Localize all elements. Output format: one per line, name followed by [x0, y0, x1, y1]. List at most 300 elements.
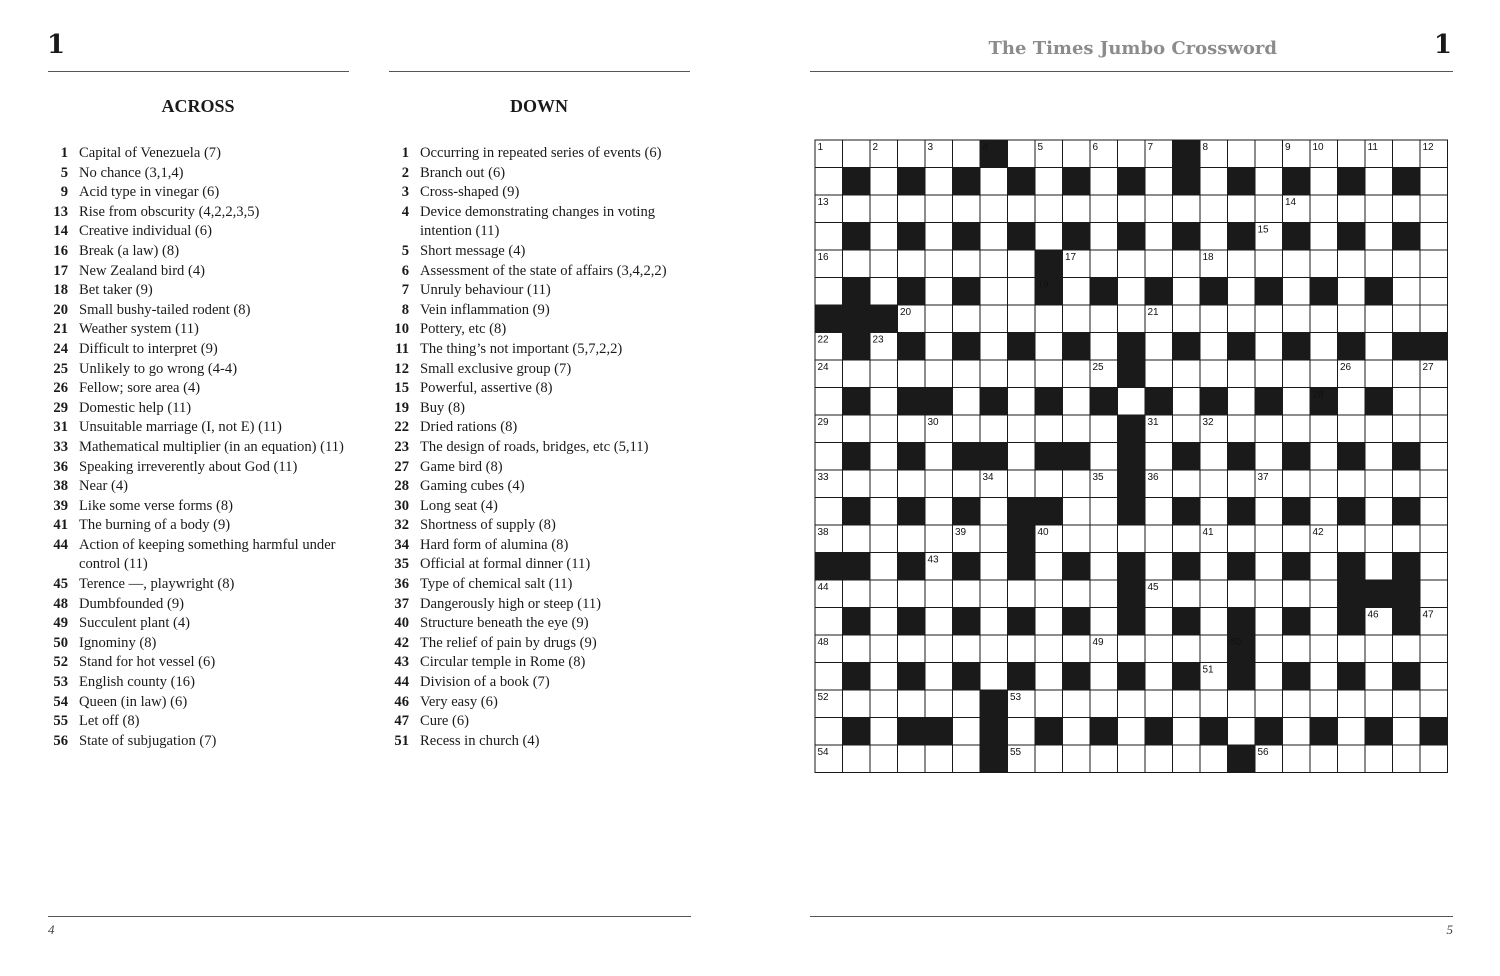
- grid-cell[interactable]: [1090, 415, 1118, 443]
- grid-cell[interactable]: [815, 388, 843, 416]
- grid-cell[interactable]: [1035, 690, 1063, 718]
- grid-cell[interactable]: [1420, 168, 1448, 196]
- grid-cell[interactable]: [815, 498, 843, 526]
- grid-cell[interactable]: [1393, 745, 1421, 773]
- grid-cell[interactable]: [898, 415, 926, 443]
- grid-cell[interactable]: [1338, 388, 1366, 416]
- grid-cell[interactable]: [1255, 443, 1283, 471]
- across-clue[interactable]: [48, 203, 348, 223]
- grid-cell[interactable]: [1063, 690, 1091, 718]
- grid-cell[interactable]: [870, 745, 898, 773]
- across-clue[interactable]: [48, 673, 348, 693]
- grid-cell[interactable]: [1310, 690, 1338, 718]
- grid-cell[interactable]: [1063, 718, 1091, 746]
- grid-cell[interactable]: [1090, 553, 1118, 581]
- grid-cell[interactable]: [925, 580, 953, 608]
- grid-cell[interactable]: [1035, 635, 1063, 663]
- grid-cell[interactable]: [843, 745, 871, 773]
- grid-cell[interactable]: [1310, 305, 1338, 333]
- across-clue[interactable]: [48, 458, 348, 478]
- grid-cell[interactable]: [1310, 443, 1338, 471]
- grid-cell[interactable]: [898, 580, 926, 608]
- grid-cell[interactable]: [1338, 525, 1366, 553]
- grid-cell[interactable]: [1035, 745, 1063, 773]
- grid-cell[interactable]: [1200, 195, 1228, 223]
- across-clue[interactable]: [48, 164, 348, 184]
- down-clue[interactable]: [389, 379, 689, 399]
- down-clue[interactable]: [389, 516, 689, 536]
- grid-cell[interactable]: [1173, 525, 1201, 553]
- grid-cell[interactable]: [1008, 470, 1036, 498]
- grid-cell[interactable]: [1145, 168, 1173, 196]
- grid-cell[interactable]: [1420, 663, 1448, 691]
- grid-cell[interactable]: [1145, 498, 1173, 526]
- grid-cell[interactable]: [898, 470, 926, 498]
- grid-cell[interactable]: [1283, 415, 1311, 443]
- grid-cell[interactable]: [1063, 305, 1091, 333]
- across-clue[interactable]: [48, 183, 348, 203]
- grid-cell[interactable]: [870, 415, 898, 443]
- grid-cell[interactable]: [870, 168, 898, 196]
- grid-cell[interactable]: [870, 635, 898, 663]
- grid-cell[interactable]: [870, 470, 898, 498]
- grid-cell[interactable]: [1338, 690, 1366, 718]
- grid-cell[interactable]: [1063, 745, 1091, 773]
- grid-cell[interactable]: [925, 305, 953, 333]
- grid-cell[interactable]: [1200, 333, 1228, 361]
- grid-cell[interactable]: [1310, 360, 1338, 388]
- grid-cell[interactable]: [898, 360, 926, 388]
- across-clue[interactable]: [48, 320, 348, 340]
- grid-cell[interactable]: [1008, 360, 1036, 388]
- grid-cell[interactable]: [1145, 745, 1173, 773]
- grid-cell[interactable]: [1255, 250, 1283, 278]
- grid-cell[interactable]: [1145, 360, 1173, 388]
- grid-cell[interactable]: [1255, 635, 1283, 663]
- grid-cell[interactable]: [1035, 663, 1063, 691]
- grid-cell[interactable]: [925, 195, 953, 223]
- grid-cell[interactable]: [870, 608, 898, 636]
- grid-cell[interactable]: [1200, 635, 1228, 663]
- grid-cell[interactable]: [925, 525, 953, 553]
- grid-cell[interactable]: [1393, 415, 1421, 443]
- grid-cell[interactable]: [898, 525, 926, 553]
- grid-cell[interactable]: [925, 443, 953, 471]
- grid-cell[interactable]: [1283, 580, 1311, 608]
- grid-cell[interactable]: [1365, 168, 1393, 196]
- grid-cell[interactable]: [980, 415, 1008, 443]
- grid-cell[interactable]: [870, 580, 898, 608]
- grid-cell[interactable]: [870, 388, 898, 416]
- grid-cell[interactable]: [1365, 470, 1393, 498]
- grid-cell[interactable]: [1283, 250, 1311, 278]
- grid-cell[interactable]: [1365, 745, 1393, 773]
- grid-cell[interactable]: [953, 580, 981, 608]
- grid-cell[interactable]: [1420, 498, 1448, 526]
- grid-cell[interactable]: [925, 690, 953, 718]
- grid-cell[interactable]: [1200, 608, 1228, 636]
- grid-cell[interactable]: [870, 690, 898, 718]
- grid-cell[interactable]: [843, 525, 871, 553]
- grid-cell[interactable]: [898, 140, 926, 168]
- grid-cell[interactable]: [1420, 525, 1448, 553]
- grid-cell[interactable]: [1365, 333, 1393, 361]
- grid-cell[interactable]: [1145, 663, 1173, 691]
- down-clue[interactable]: [389, 732, 689, 752]
- grid-cell[interactable]: [1283, 388, 1311, 416]
- grid-cell[interactable]: [1310, 498, 1338, 526]
- grid-cell[interactable]: [1255, 360, 1283, 388]
- grid-cell[interactable]: [1310, 745, 1338, 773]
- across-clue[interactable]: [48, 262, 348, 282]
- grid-cell[interactable]: [980, 525, 1008, 553]
- grid-cell[interactable]: [1393, 525, 1421, 553]
- grid-cell[interactable]: [1173, 195, 1201, 223]
- grid-cell[interactable]: [1393, 140, 1421, 168]
- grid-cell[interactable]: [1200, 360, 1228, 388]
- down-clue[interactable]: [389, 320, 689, 340]
- grid-cell[interactable]: [1145, 690, 1173, 718]
- grid-cell[interactable]: [1393, 278, 1421, 306]
- grid-cell[interactable]: [1338, 195, 1366, 223]
- down-clue[interactable]: [389, 418, 689, 438]
- grid-cell[interactable]: [1090, 525, 1118, 553]
- grid-cell[interactable]: [1145, 333, 1173, 361]
- grid-cell[interactable]: [1255, 195, 1283, 223]
- across-clue[interactable]: [48, 477, 348, 497]
- grid-cell[interactable]: [1420, 580, 1448, 608]
- grid-cell[interactable]: [1338, 718, 1366, 746]
- grid-cell[interactable]: [980, 250, 1008, 278]
- grid-cell[interactable]: [1090, 195, 1118, 223]
- grid-cell[interactable]: [1118, 718, 1146, 746]
- grid-cell[interactable]: [1283, 525, 1311, 553]
- down-clue[interactable]: [389, 438, 689, 458]
- across-clue[interactable]: [48, 614, 348, 634]
- across-clue[interactable]: [48, 634, 348, 654]
- grid-cell[interactable]: [1228, 360, 1256, 388]
- grid-cell[interactable]: [815, 223, 843, 251]
- across-clue[interactable]: [48, 379, 348, 399]
- grid-cell[interactable]: [870, 250, 898, 278]
- grid-cell[interactable]: [925, 223, 953, 251]
- grid-cell[interactable]: [953, 250, 981, 278]
- grid-cell[interactable]: [925, 470, 953, 498]
- grid-cell[interactable]: [1365, 415, 1393, 443]
- grid-cell[interactable]: [1145, 608, 1173, 636]
- grid-cell[interactable]: [1255, 168, 1283, 196]
- grid-cell[interactable]: [843, 415, 871, 443]
- grid-cell[interactable]: [1255, 415, 1283, 443]
- grid-cell[interactable]: [1008, 250, 1036, 278]
- grid-cell[interactable]: [980, 608, 1008, 636]
- grid-cell[interactable]: [1420, 388, 1448, 416]
- grid-cell[interactable]: [1063, 278, 1091, 306]
- grid-cell[interactable]: [1200, 223, 1228, 251]
- grid-cell[interactable]: [898, 745, 926, 773]
- grid-cell[interactable]: [1393, 250, 1421, 278]
- grid-cell[interactable]: [1173, 718, 1201, 746]
- across-clue[interactable]: [48, 242, 348, 262]
- grid-cell[interactable]: [980, 498, 1008, 526]
- across-clue[interactable]: [48, 653, 348, 673]
- grid-cell[interactable]: [980, 168, 1008, 196]
- grid-cell[interactable]: [980, 553, 1008, 581]
- grid-cell[interactable]: [1310, 663, 1338, 691]
- grid-cell[interactable]: [1200, 498, 1228, 526]
- grid-cell[interactable]: [1393, 690, 1421, 718]
- grid-cell[interactable]: [1145, 525, 1173, 553]
- across-clue[interactable]: [48, 497, 348, 517]
- crossword-grid-svg[interactable]: [814, 139, 1449, 774]
- grid-cell[interactable]: [953, 470, 981, 498]
- down-clue[interactable]: [389, 360, 689, 380]
- grid-cell[interactable]: [953, 195, 981, 223]
- grid-cell[interactable]: [1255, 553, 1283, 581]
- grid-cell[interactable]: [1283, 718, 1311, 746]
- grid-cell[interactable]: [953, 415, 981, 443]
- grid-cell[interactable]: [1393, 305, 1421, 333]
- grid-cell[interactable]: [1063, 195, 1091, 223]
- grid-cell[interactable]: [1255, 305, 1283, 333]
- grid-cell[interactable]: [1118, 278, 1146, 306]
- grid-cell[interactable]: [1420, 195, 1448, 223]
- down-clue[interactable]: [389, 262, 689, 282]
- grid-cell[interactable]: [1365, 635, 1393, 663]
- grid-cell[interactable]: [1283, 305, 1311, 333]
- grid-cell[interactable]: [953, 140, 981, 168]
- down-clue[interactable]: [389, 555, 689, 575]
- grid-cell[interactable]: [925, 608, 953, 636]
- grid-cell[interactable]: [1035, 470, 1063, 498]
- across-clue[interactable]: [48, 360, 348, 380]
- grid-cell[interactable]: [1008, 305, 1036, 333]
- grid-cell[interactable]: [980, 305, 1008, 333]
- grid-cell[interactable]: [870, 195, 898, 223]
- down-clue[interactable]: [389, 477, 689, 497]
- grid-cell[interactable]: [980, 195, 1008, 223]
- across-clue[interactable]: [48, 693, 348, 713]
- down-clue[interactable]: [389, 399, 689, 419]
- grid-cell[interactable]: [1228, 415, 1256, 443]
- grid-cell[interactable]: [1145, 635, 1173, 663]
- grid-cell[interactable]: [925, 663, 953, 691]
- grid-cell[interactable]: [870, 718, 898, 746]
- grid-cell[interactable]: [1255, 690, 1283, 718]
- grid-cell[interactable]: [1145, 443, 1173, 471]
- down-clue[interactable]: [389, 595, 689, 615]
- grid-cell[interactable]: [1365, 553, 1393, 581]
- grid-cell[interactable]: [1090, 663, 1118, 691]
- grid-cell[interactable]: [870, 278, 898, 306]
- across-clue[interactable]: [48, 222, 348, 242]
- grid-cell[interactable]: [1338, 635, 1366, 663]
- grid-cell[interactable]: [1063, 388, 1091, 416]
- grid-cell[interactable]: [1228, 388, 1256, 416]
- grid-cell[interactable]: [898, 250, 926, 278]
- grid-cell[interactable]: [1008, 718, 1036, 746]
- across-clue[interactable]: [48, 438, 348, 458]
- grid-cell[interactable]: [843, 360, 871, 388]
- grid-cell[interactable]: [1008, 635, 1036, 663]
- grid-cell[interactable]: [1173, 745, 1201, 773]
- grid-cell[interactable]: [925, 360, 953, 388]
- grid-cell[interactable]: [1090, 443, 1118, 471]
- grid-cell[interactable]: [1393, 388, 1421, 416]
- grid-cell[interactable]: [1255, 580, 1283, 608]
- grid-cell[interactable]: [1255, 498, 1283, 526]
- grid-cell[interactable]: [1035, 415, 1063, 443]
- grid-cell[interactable]: [1338, 250, 1366, 278]
- grid-cell[interactable]: [1063, 470, 1091, 498]
- down-clue[interactable]: [389, 653, 689, 673]
- grid-cell[interactable]: [843, 250, 871, 278]
- grid-cell[interactable]: [1420, 223, 1448, 251]
- grid-cell[interactable]: [1063, 635, 1091, 663]
- grid-cell[interactable]: [1035, 608, 1063, 636]
- grid-cell[interactable]: [1310, 553, 1338, 581]
- grid-cell[interactable]: [1310, 580, 1338, 608]
- grid-cell[interactable]: [1420, 305, 1448, 333]
- grid-cell[interactable]: [1310, 415, 1338, 443]
- grid-cell[interactable]: [925, 278, 953, 306]
- grid-cell[interactable]: [980, 333, 1008, 361]
- grid-cell[interactable]: [1283, 278, 1311, 306]
- down-clue[interactable]: [389, 183, 689, 203]
- grid-cell[interactable]: [815, 608, 843, 636]
- grid-cell[interactable]: [980, 360, 1008, 388]
- grid-cell[interactable]: [1035, 195, 1063, 223]
- down-clue[interactable]: [389, 242, 689, 262]
- grid-cell[interactable]: [1338, 305, 1366, 333]
- grid-cell[interactable]: [1420, 470, 1448, 498]
- grid-cell[interactable]: [898, 195, 926, 223]
- grid-cell[interactable]: [1118, 140, 1146, 168]
- grid-cell[interactable]: [1255, 140, 1283, 168]
- down-clue[interactable]: [389, 712, 689, 732]
- across-clue[interactable]: [48, 536, 348, 575]
- grid-cell[interactable]: [1035, 333, 1063, 361]
- grid-cell[interactable]: [843, 470, 871, 498]
- down-clue[interactable]: [389, 144, 689, 164]
- grid-cell[interactable]: [1173, 470, 1201, 498]
- grid-cell[interactable]: [925, 168, 953, 196]
- grid-cell[interactable]: [1173, 305, 1201, 333]
- grid-cell[interactable]: [925, 250, 953, 278]
- grid-cell[interactable]: [1118, 635, 1146, 663]
- grid-cell[interactable]: [1118, 388, 1146, 416]
- grid-cell[interactable]: [1063, 360, 1091, 388]
- grid-cell[interactable]: [1118, 250, 1146, 278]
- grid-cell[interactable]: [1090, 498, 1118, 526]
- grid-cell[interactable]: [1310, 168, 1338, 196]
- grid-cell[interactable]: [1173, 690, 1201, 718]
- grid-cell[interactable]: [1035, 305, 1063, 333]
- grid-cell[interactable]: [1200, 580, 1228, 608]
- grid-cell[interactable]: [1118, 690, 1146, 718]
- grid-cell[interactable]: [1310, 223, 1338, 251]
- grid-cell[interactable]: [1365, 443, 1393, 471]
- grid-cell[interactable]: [843, 690, 871, 718]
- grid-cell[interactable]: [1173, 360, 1201, 388]
- grid-cell[interactable]: [1338, 278, 1366, 306]
- grid-cell[interactable]: [1063, 140, 1091, 168]
- grid-cell[interactable]: [1283, 690, 1311, 718]
- crossword-grid[interactable]: [814, 139, 1449, 774]
- grid-cell[interactable]: [1228, 525, 1256, 553]
- grid-cell[interactable]: [953, 718, 981, 746]
- grid-cell[interactable]: [1310, 333, 1338, 361]
- grid-cell[interactable]: [843, 195, 871, 223]
- grid-cell[interactable]: [1090, 608, 1118, 636]
- down-clue[interactable]: [389, 575, 689, 595]
- grid-cell[interactable]: [1255, 333, 1283, 361]
- grid-cell[interactable]: [1118, 195, 1146, 223]
- grid-cell[interactable]: [1338, 140, 1366, 168]
- down-clue[interactable]: [389, 693, 689, 713]
- grid-cell[interactable]: [1310, 635, 1338, 663]
- grid-cell[interactable]: [1283, 470, 1311, 498]
- grid-cell[interactable]: [1200, 745, 1228, 773]
- grid-cell[interactable]: [843, 140, 871, 168]
- grid-cell[interactable]: [843, 635, 871, 663]
- grid-cell[interactable]: [1090, 250, 1118, 278]
- grid-cell[interactable]: [870, 360, 898, 388]
- down-clue[interactable]: [389, 164, 689, 184]
- grid-cell[interactable]: [1118, 525, 1146, 553]
- grid-cell[interactable]: [980, 635, 1008, 663]
- grid-cell[interactable]: [843, 580, 871, 608]
- grid-cell[interactable]: [1365, 360, 1393, 388]
- grid-cell[interactable]: [925, 333, 953, 361]
- grid-cell[interactable]: [1228, 195, 1256, 223]
- across-clue[interactable]: [48, 575, 348, 595]
- across-clue[interactable]: [48, 281, 348, 301]
- grid-cell[interactable]: [1173, 415, 1201, 443]
- grid-cell[interactable]: [815, 168, 843, 196]
- grid-cell[interactable]: [870, 498, 898, 526]
- grid-cell[interactable]: [1420, 278, 1448, 306]
- grid-cell[interactable]: [1090, 333, 1118, 361]
- grid-cell[interactable]: [1090, 690, 1118, 718]
- grid-cell[interactable]: [953, 745, 981, 773]
- grid-cell[interactable]: [1420, 553, 1448, 581]
- grid-cell[interactable]: [953, 690, 981, 718]
- grid-cell[interactable]: [1420, 690, 1448, 718]
- grid-cell[interactable]: [1338, 415, 1366, 443]
- across-clue[interactable]: [48, 399, 348, 419]
- grid-cell[interactable]: [1228, 690, 1256, 718]
- grid-cell[interactable]: [1035, 360, 1063, 388]
- grid-cell[interactable]: [1283, 745, 1311, 773]
- down-clue[interactable]: [389, 673, 689, 693]
- grid-cell[interactable]: [980, 580, 1008, 608]
- grid-cell[interactable]: [1338, 470, 1366, 498]
- grid-cell[interactable]: [980, 663, 1008, 691]
- grid-cell[interactable]: [898, 635, 926, 663]
- grid-cell[interactable]: [953, 388, 981, 416]
- grid-cell[interactable]: [1228, 305, 1256, 333]
- grid-cell[interactable]: [870, 553, 898, 581]
- grid-cell[interactable]: [1118, 745, 1146, 773]
- across-clue[interactable]: [48, 144, 348, 164]
- grid-cell[interactable]: [1255, 525, 1283, 553]
- grid-cell[interactable]: [1420, 745, 1448, 773]
- grid-cell[interactable]: [1145, 195, 1173, 223]
- grid-cell[interactable]: [1365, 690, 1393, 718]
- grid-cell[interactable]: [1035, 553, 1063, 581]
- across-clue[interactable]: [48, 712, 348, 732]
